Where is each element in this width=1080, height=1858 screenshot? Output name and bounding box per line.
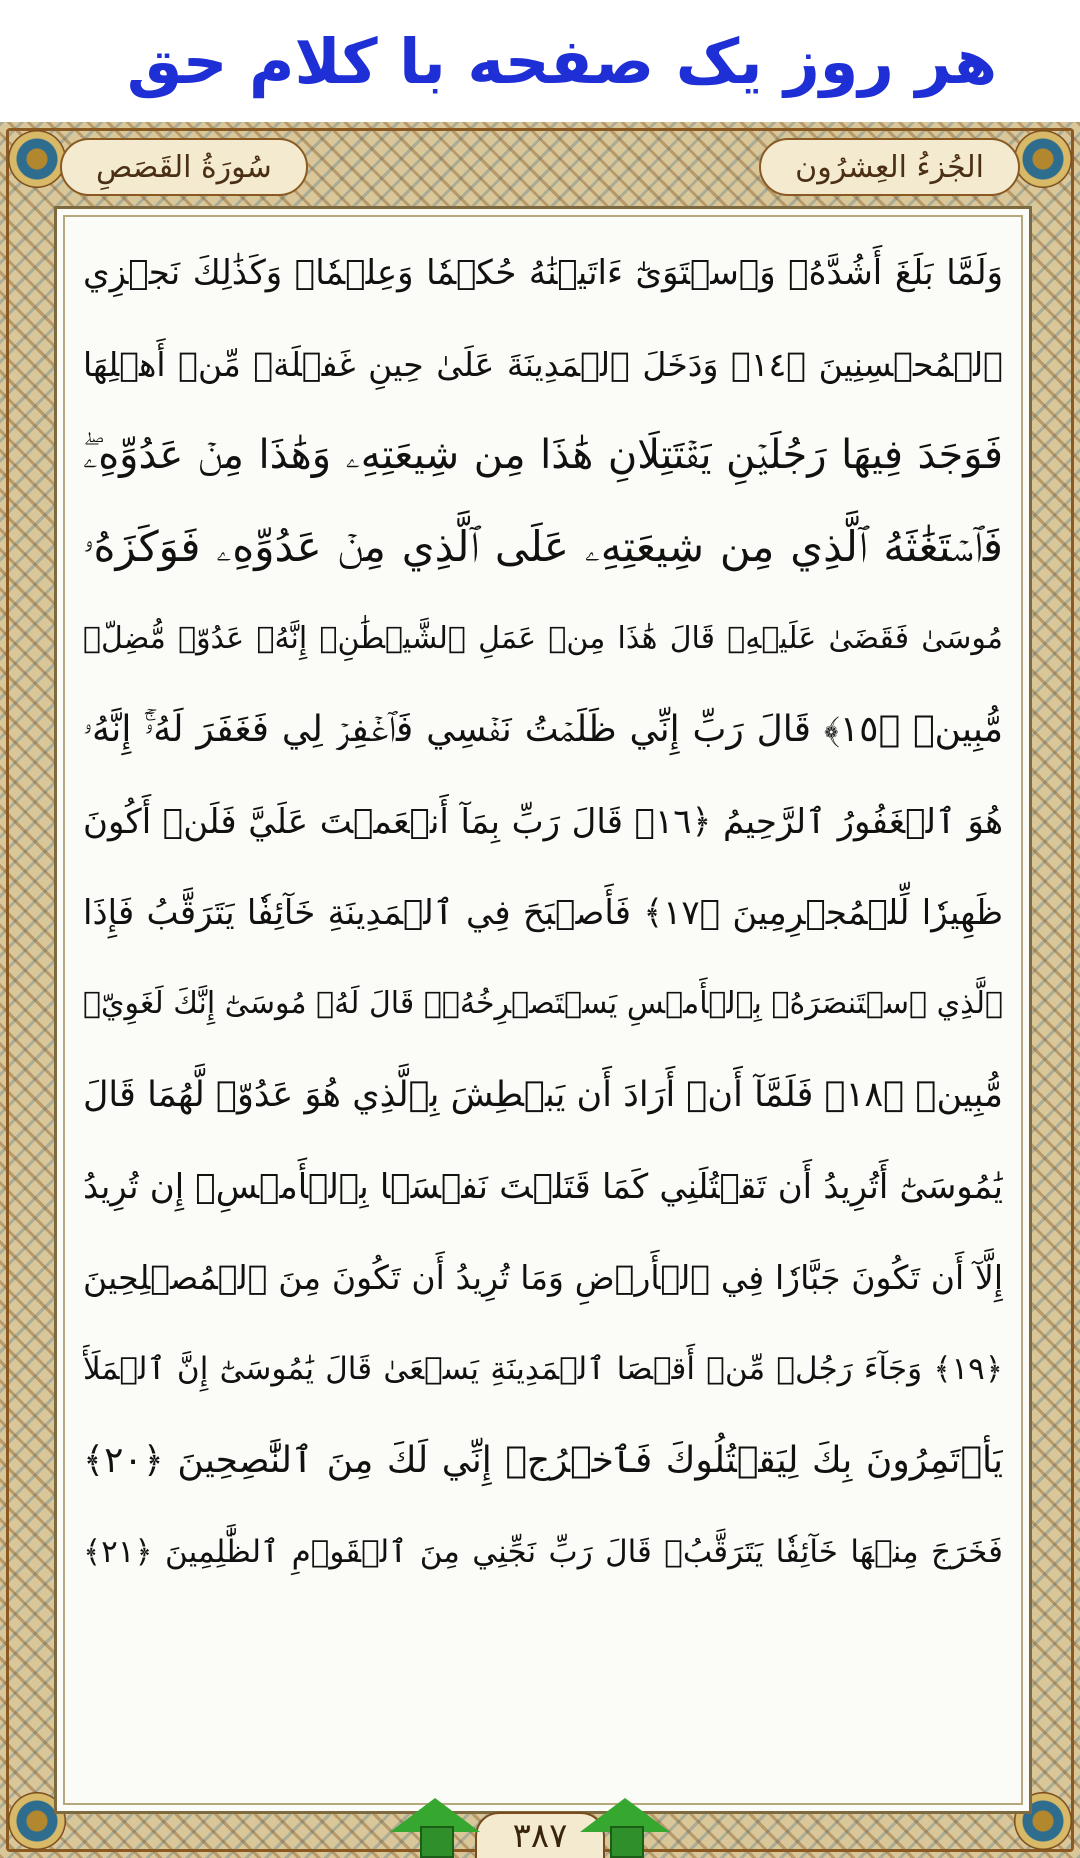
verse-line: فَوَجَدَ فِيهَا رَجُلَيۡنِ يَقۡتَتِلَانِ هَٰذَا مِن شِيعَتِهِۦ وَهَٰذَا مِنۡ عَدُوِّهِۦۖ bbox=[83, 432, 1003, 479]
verse-line: يَٰمُوسَىٰٓ أَتُرِيدُ أَن تَقۡتُلَنِي كَمَا قَتَلۡتَ نَفۡسَۢا بِٱلۡأَمۡسِۖ إِن تُرِيدُ bbox=[83, 1166, 1003, 1207]
previous-page-arrow-icon[interactable] bbox=[580, 1798, 670, 1858]
verse-line: ظَهِيرٗا لِّلۡمُجۡرِمِينَ ﴿١٧﴾ فَأَصۡبَحَ فِي ٱلۡمَدِينَةِ خَآئِفٗا يَتَرَقَّبُ فَإِذَا bbox=[83, 892, 1003, 933]
verse-line: ٱلَّذِي ٱسۡتَنصَرَهُۥ بِٱلۡأَمۡسِ يَسۡتَصۡرِخُهُۥۚ قَالَ لَهُۥ مُوسَىٰٓ إِنَّكَ لَغَوِيّٞ bbox=[83, 986, 1003, 1022]
verse-line: مُّبِينٞ ﴿١٨﴾ فَلَمَّآ أَنۡ أَرَادَ أَن يَبۡطِشَ بِٱلَّذِي هُوَ عَدُوّٞ لَّهُمَا قَالَ bbox=[83, 1075, 1003, 1116]
verse-line: فَٱسۡتَغَٰثَهُ ٱلَّذِي مِن شِيعَتِهِۦ عَلَى ٱلَّذِي مِنۡ عَدُوِّهِۦ فَوَكَزَهُۥ bbox=[83, 521, 1003, 571]
next-page-arrow-icon[interactable] bbox=[390, 1798, 480, 1858]
verse-line: مُّبِينٞ ﴿١٥﴾ قَالَ رَبِّ إِنِّي ظَلَمۡتُ نَفۡسِي فَٱغۡفِرۡ لِي فَغَفَرَ لَهُۥٓۚ إِنَّهُۥ bbox=[83, 708, 1003, 750]
page-number: ٣٨٧ bbox=[475, 1812, 606, 1858]
page-footer bbox=[0, 1808, 1080, 1858]
surah-name-label: سُورَةُ القَصَصِ bbox=[60, 138, 308, 196]
verse-line: فَخَرَجَ مِنۡهَا خَآئِفٗا يَتَرَقَّبُۖ قَالَ رَبِّ نَجِّنِي مِنَ ٱلۡقَوۡمِ ٱلظَّٰلِمِينَ ﴿٢١﴾ bbox=[83, 1534, 1003, 1571]
verse-line: هُوَ ٱلۡغَفُورُ ٱلرَّحِيمُ ﴿١٦﴾ قَالَ رَبِّ بِمَآ أَنۡعَمۡتَ عَلَيَّ فَلَنۡ أَكُونَ bbox=[83, 801, 1003, 842]
ornamental-frame bbox=[0, 122, 1080, 1858]
juz-label: الجُزءُ العِشرُون bbox=[759, 138, 1020, 196]
page-header bbox=[30, 132, 1050, 202]
mushaf-page bbox=[54, 206, 1032, 1814]
verse-text-block bbox=[83, 227, 1003, 1598]
verse-line: مُوسَىٰ فَقَضَىٰ عَلَيۡهِۖ قَالَ هَٰذَا مِنۡ عَمَلِ ٱلشَّيۡطَٰنِۖ إِنَّهُۥ عَدُوّٞ مُّضِلّٞ bbox=[83, 620, 1003, 656]
banner bbox=[0, 0, 1080, 122]
verse-line: ٱلۡمُحۡسِنِينَ ﴿١٤﴾ وَدَخَلَ ٱلۡمَدِينَةَ عَلَىٰ حِينِ غَفۡلَةٖ مِّنۡ أَهۡلِهَا bbox=[83, 344, 1003, 384]
verse-line: ﴿١٩﴾ وَجَآءَ رَجُلٞ مِّنۡ أَقۡصَا ٱلۡمَدِينَةِ يَسۡعَىٰ قَالَ يَٰمُوسَىٰٓ إِنَّ ٱلۡمَلَأَ bbox=[83, 1351, 1003, 1388]
verse-line: يَأۡتَمِرُونَ بِكَ لِيَقۡتُلُوكَ فَٱخۡرُجۡ إِنِّي لَكَ مِنَ ٱلنَّٰصِحِينَ ﴿٢٠﴾ bbox=[83, 1440, 1003, 1482]
verse-line: إِلَّآ أَن تَكُونَ جَبَّارٗا فِي ٱلۡأَرۡضِ وَمَا تُرِيدُ أَن تَكُونَ مِنَ ٱلۡمُصۡلِحِينَ bbox=[83, 1258, 1003, 1298]
verse-line: وَلَمَّا بَلَغَ أَشُدَّهُۥ وَٱسۡتَوَىٰٓ ءَاتَيۡنَٰهُ حُكۡمٗا وَعِلۡمٗاۚ وَكَذَٰلِكَ نَجۡزِي bbox=[83, 252, 1003, 293]
banner-title: هر روز یک صفحه با کلام حق bbox=[126, 24, 998, 98]
